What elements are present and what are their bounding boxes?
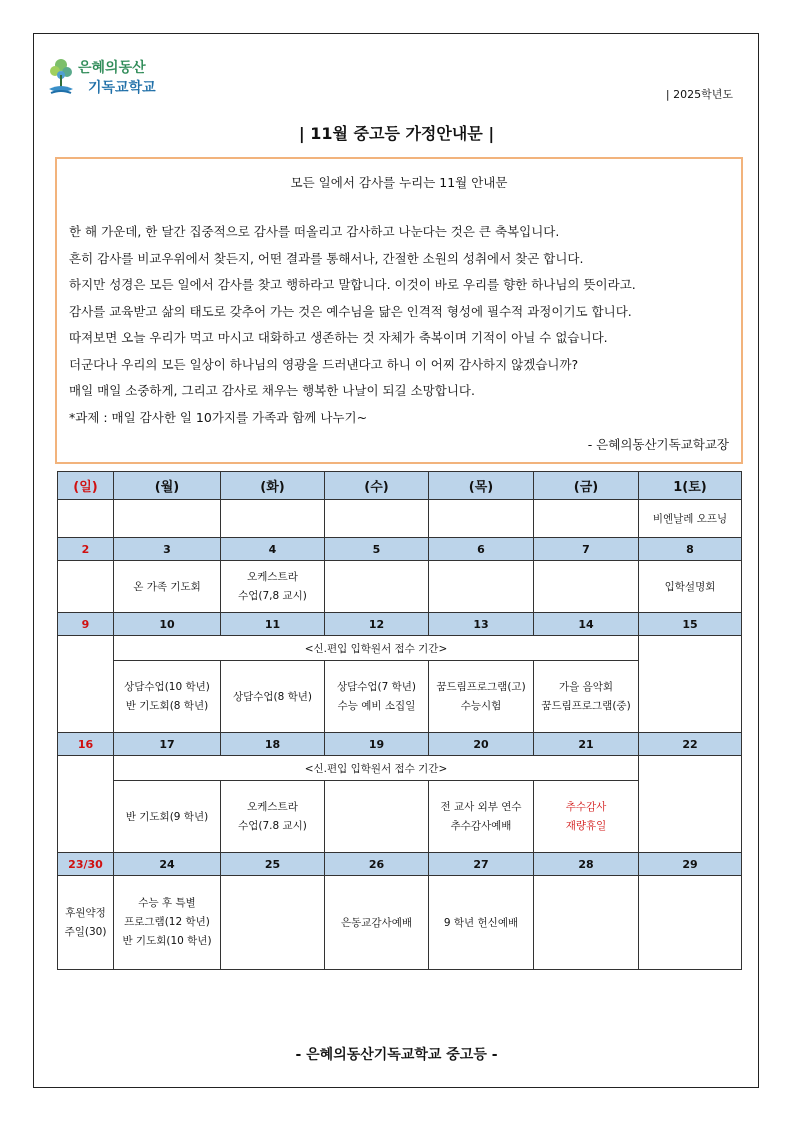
event-cell [429, 876, 534, 970]
event-cell [58, 756, 114, 853]
week-events [58, 876, 742, 970]
day-fri: (금) [534, 472, 639, 500]
event-cell [58, 636, 114, 733]
event-text: 은동교감사예배 [340, 917, 412, 929]
event-text: 전 교사 외부 연수 [440, 800, 522, 813]
date-number: 3 [114, 538, 221, 561]
event-cell [221, 781, 325, 853]
event-text: 상담수업(10 학년) [124, 680, 210, 693]
day-mon: (월) [114, 472, 221, 500]
day-sun: (일) [58, 472, 114, 500]
date-number: 25 [221, 853, 325, 876]
november-calendar [57, 471, 742, 970]
admission-period-banner: <신.편입 입학원서 접수 기간> [114, 756, 639, 781]
event-text: 상담수업(8 학년) [232, 691, 313, 703]
event-cell [534, 661, 639, 733]
week-dates [58, 853, 742, 876]
event-text: 후원약정 [65, 906, 106, 919]
event-text: 입학설명회 [664, 581, 716, 593]
letter-heading: 모든 일에서 감사를 누리는 11월 안내문 [290, 175, 508, 190]
event-cell [534, 561, 639, 613]
event-cell [534, 876, 639, 970]
letter-line: *과제 : 매일 감사한 일 10가지를 가족과 함께 나누기~ [69, 409, 368, 425]
event-text: 수업(7,8 교시) [238, 589, 307, 602]
event-cell [58, 876, 114, 970]
date-number: 13 [429, 613, 534, 636]
day-wed: (수) [325, 472, 429, 500]
date-number: 5 [325, 538, 429, 561]
event-text: 9 학년 헌신예배 [443, 917, 519, 929]
event-text: 반 기도회(8 학년) [125, 699, 209, 712]
event-cell [325, 561, 429, 613]
week-dates [58, 538, 742, 561]
event-cell [534, 500, 639, 538]
event-cell [429, 661, 534, 733]
event-text: 주일(30) [64, 925, 107, 938]
date-number: 9 [58, 613, 114, 636]
school-year: | 2025학년도 [665, 88, 733, 101]
date-number: 2 [58, 538, 114, 561]
date-number: 7 [534, 538, 639, 561]
event-cell [58, 561, 114, 613]
letter-line: 한 해 가운데, 한 달간 집중적으로 감사를 떠올리고 감사하고 나눈다는 것은 큰 축복입니다. [69, 224, 560, 239]
event-cell [114, 876, 221, 970]
date-number: 21 [534, 733, 639, 756]
event-text: 반 기도회(9 학년) [125, 811, 209, 823]
date-number: 28 [534, 853, 639, 876]
letter-line: 흔히 감사를 비교우위에서 찾든지, 어떤 결과를 통해서나, 간절한 소원의 성취에서 찾곤 합니다. [69, 250, 584, 266]
event-text: 수능 후 특별 [138, 897, 196, 909]
date-number: 20 [429, 733, 534, 756]
event-cell [114, 561, 221, 613]
event-text: 재량휴일 [565, 819, 607, 832]
week-dates [58, 733, 742, 756]
week-events [58, 561, 742, 613]
day-sat: 1(토) [639, 472, 742, 500]
date-number: 24 [114, 853, 221, 876]
event-cell [639, 876, 742, 970]
letter-line: 따져보면 오늘 우리가 먹고 마시고 대화하고 생존하는 것 자체가 축복이며 기적이 아닐 수 없습니다. [69, 330, 608, 345]
date-number: 27 [429, 853, 534, 876]
event-cell [639, 756, 742, 853]
letter-line: 감사를 교육받고 삶의 태도로 갖추어 가는 것은 예수님을 닮은 인격적 형성에 필수적 과정이기도 합니다. [69, 303, 632, 319]
date-number: 29 [639, 853, 742, 876]
letter-signature: - 은혜의동산기독교학교장 [587, 437, 729, 452]
event-cell [58, 500, 114, 538]
date-number: 22 [639, 733, 742, 756]
date-number: 11 [221, 613, 325, 636]
event-cell [221, 876, 325, 970]
event-text: 꿈드림프로그램(중) [541, 699, 631, 712]
event-cell [639, 500, 742, 538]
event-cell [325, 876, 429, 970]
event-cell [114, 500, 221, 538]
event-text: 오케스트라 [247, 800, 298, 813]
event-text: 반 기도회(10 학년) [122, 935, 212, 947]
event-text: 꿈드림프로그램(고) [436, 680, 526, 693]
event-cell [325, 781, 429, 853]
logo-text-top: 은혜의동산 [78, 60, 146, 76]
day-tue: (화) [221, 472, 325, 500]
event-cell [639, 636, 742, 733]
notice-letter-box [55, 157, 743, 464]
event-cell [325, 500, 429, 538]
date-number: 12 [325, 613, 429, 636]
event-text: 상담수업(7 학년) [336, 680, 417, 693]
event-text: 비엔날레 오프닝 [652, 513, 728, 525]
date-number: 23/30 [58, 853, 114, 876]
week-banner-row [58, 636, 742, 661]
date-number: 4 [221, 538, 325, 561]
event-text: 가을 음악회 [558, 680, 614, 693]
event-text: 수업(7.8 교시) [238, 819, 307, 832]
day-thu: (목) [429, 472, 534, 500]
logo-text-bottom: 기독교학교 [88, 80, 156, 96]
date-number: 10 [114, 613, 221, 636]
date-number: 18 [221, 733, 325, 756]
letter-line: 더군다나 우리의 모든 일상이 하나님의 영광을 드러낸다고 하니 이 어찌 감사하지 않겠습니까? [69, 356, 579, 372]
event-cell [639, 561, 742, 613]
event-text: 프로그램(12 학년) [124, 916, 210, 928]
admission-period-banner: <신.편입 입학원서 접수 기간> [114, 636, 639, 661]
event-cell [429, 561, 534, 613]
event-cell [114, 661, 221, 733]
event-text: 온 가족 기도회 [133, 581, 201, 593]
event-cell [221, 661, 325, 733]
event-text: 수능시험 [460, 699, 502, 712]
event-cell [429, 500, 534, 538]
footer-school-name: - 은혜의동산기독교학교 중고등 - [295, 1047, 498, 1063]
week-dates [58, 613, 742, 636]
event-text: 오케스트라 [247, 570, 298, 583]
event-cell [325, 661, 429, 733]
event-text: 추수감사예배 [450, 819, 512, 832]
date-number: 16 [58, 733, 114, 756]
event-cell [429, 781, 534, 853]
date-number: 17 [114, 733, 221, 756]
event-text: 수능 예비 소집일 [337, 699, 416, 712]
weekday-header [58, 472, 742, 500]
event-cell [114, 781, 221, 853]
letter-line: 하지만 성경은 모든 일에서 감사를 찾고 행하라고 말합니다. 이것이 바로 우리를 향한 하나님의 뜻이라고. [69, 277, 636, 292]
date-number: 15 [639, 613, 742, 636]
date-number: 8 [639, 538, 742, 561]
week-banner-row [58, 756, 742, 781]
date-number: 26 [325, 853, 429, 876]
event-cell [221, 500, 325, 538]
event-cell [221, 561, 325, 613]
letter-line: 매일 매일 소중하게, 그리고 감사로 채우는 행복한 나날이 되길 소망합니다. [69, 383, 475, 398]
week-events [58, 500, 742, 538]
date-number: 14 [534, 613, 639, 636]
date-number: 19 [325, 733, 429, 756]
event-text: 추수감사 [565, 800, 607, 813]
date-number: 6 [429, 538, 534, 561]
event-cell [534, 781, 639, 853]
page-title: | 11월 중고등 가정안내문 | [298, 124, 495, 143]
